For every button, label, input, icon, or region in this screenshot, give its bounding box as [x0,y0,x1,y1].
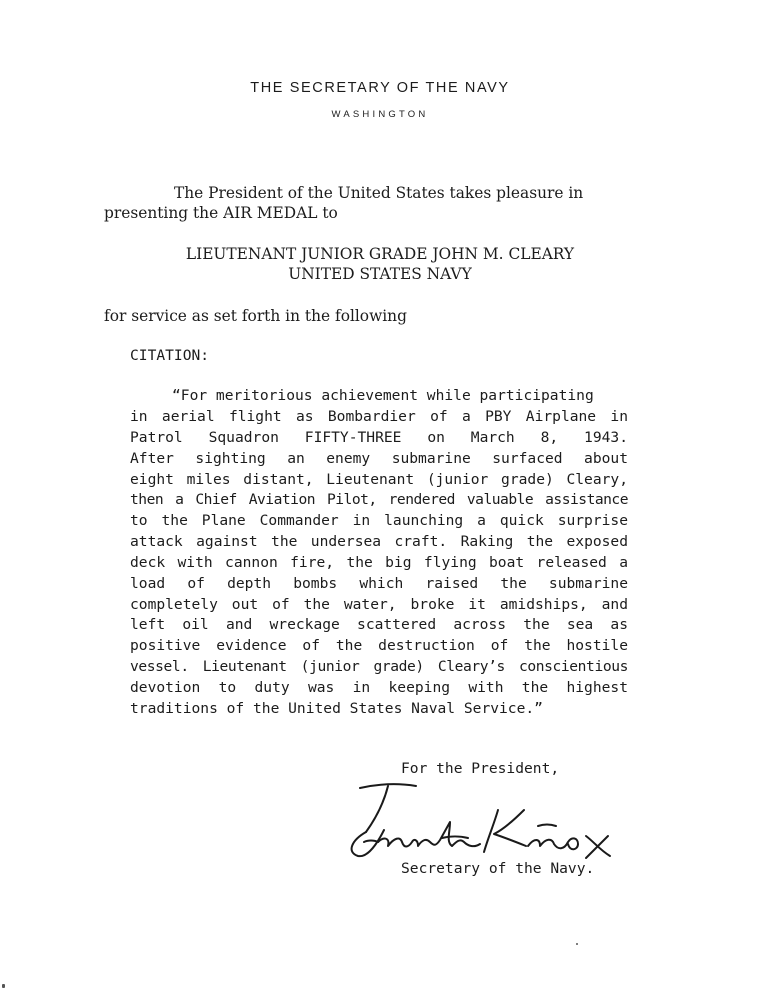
letterhead-location: WASHINGTON [331,109,429,120]
citation-heading: CITATION: [130,347,210,364]
paper-speck [576,943,578,945]
citation-line: After sighting an enemy submarine surfaced about [130,450,628,467]
recipient-name: LIEUTENANT JUNIOR GRADE JOHN M. CLEARY [185,245,575,263]
intro-line-1: The President of the United States takes pleasure in [174,184,584,202]
intro-line-2: presenting the AIR MEDAL to [104,204,338,222]
citation-line: devotion to duty was in keeping with the highest [130,679,628,696]
citation-line: Patrol Squadron FIFTY-THREE on March 8, 1943. [130,429,628,446]
citation-line: eight miles distant, Lieutenant (junior grade) Cleary, [130,471,628,488]
service-line: for service as set forth in the following [104,307,407,325]
signatory-title: Secretary of the Navy. [401,860,595,877]
paper-speck [2,984,5,988]
letterhead-title: THE SECRETARY OF THE NAVY [250,80,510,96]
recipient-service: UNITED STATES NAVY [288,265,472,283]
citation-line: positive evidence of the destruction of the hostile [130,637,628,654]
citation-line: traditions of the United States Naval Service.” [130,700,543,717]
citation-line: deck with cannon fire, the big flying boat released a [130,554,628,571]
citation-line: “For meritorious achievement while participating [172,387,594,404]
citation-line: then a Chief Aviation Pilot, rendered valuable assistance [130,491,628,508]
citation-line: left oil and wreckage scattered across the sea as [130,616,628,633]
citation-line: load of depth bombs which raised the submarine [130,575,628,592]
citation-line: completely out of the water, broke it amidships, and [130,596,628,613]
citation-line: in aerial flight as Bombardier of a PBY Airplane in [130,408,628,425]
for-the-president: For the President, [401,760,560,777]
citation-line: vessel. Lieutenant (junior grade) Cleary’s conscientious [130,658,628,675]
citation-line: attack against the undersea craft. Raking the exposed [130,533,628,550]
citation-line: to the Plane Commander in launching a quick surprise [130,512,628,529]
